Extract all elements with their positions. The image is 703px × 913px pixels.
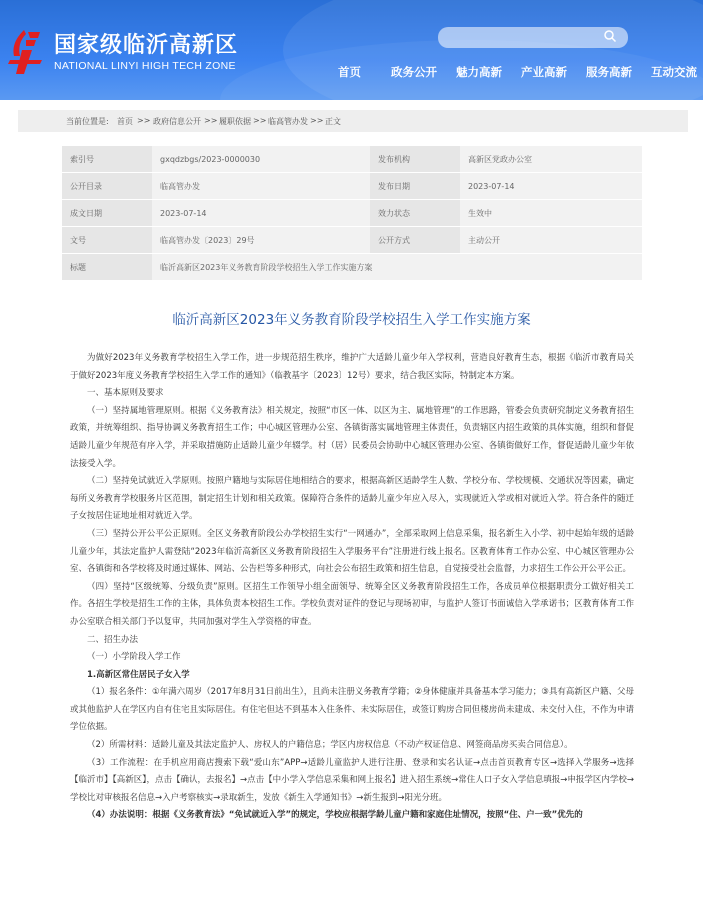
paragraph: （一）坚持属地管理原则。根据《义务教育法》相关规定，按照“市区一体、以区为主、属地管理”的工作思路，管委会负责研究制定义务教育招生政策，并统筹组织、指导协调义务教育招生工作；中心城区管理办公室、各镇街落实属地管理主体责任，负责辖区内招生政策的具体实施，组织和督促适龄儿童少年规范有序入学，并采取措施防止适龄儿童少年辍学。村（居）民委员会协助中心城区管理办公室、各镇街做好工作，督促适龄儿童少年依法接受入学。 xyxy=(70,405,634,469)
table-row xyxy=(62,227,642,254)
document-body xyxy=(70,350,634,825)
paragraph: 一、基本原则及要求 xyxy=(87,388,164,399)
table-row xyxy=(62,200,642,227)
breadcrumb-duty-basis[interactable]: 履职依据 xyxy=(219,117,251,126)
paragraph: 二、招生办法 xyxy=(87,634,139,645)
table-row xyxy=(62,146,642,173)
document-title: 临沂高新区2023年义务教育阶段学校招生入学工作实施方案 xyxy=(172,312,531,328)
site-header xyxy=(0,0,703,100)
meta-key: 公开方式 xyxy=(370,227,460,254)
high-tech-zone-logo[interactable] xyxy=(6,26,46,76)
paragraph: （二）坚持免试就近入学原则。按照户籍地与实际居住地相结合的要求，根据高新区适龄学生人数、学校分布、学校规模、交通状况等因素，确定每所义务教育学校服务片区范围，制定招生计划和相关政策。保障符合条件的适龄儿童少年应入尽入，实现就近入学或相对就近入学。符合条件的随迁子女按居住证地址相对就近入学。 xyxy=(70,476,634,522)
meta-value: 高新区党政办公室 xyxy=(460,146,642,173)
nav-interaction[interactable]: 互动交流 xyxy=(651,65,697,79)
nav-service[interactable]: 服务高新 xyxy=(586,65,632,79)
breadcrumb-current: 正文 xyxy=(325,117,341,126)
paragraph: （4）办法说明：根据《义务教育法》“免试就近入学”的规定，学校应根据学龄儿童户籍和家庭住址情况，按照“住、户一致”优先的 xyxy=(87,810,583,821)
meta-value: gxqdzbgs/2023-0000030 xyxy=(152,146,370,173)
paragraph: 1.高新区常住居民子女入学 xyxy=(87,669,190,680)
table-row xyxy=(62,254,642,281)
paragraph: （2）所需材料：适龄儿童及其法定监护人、房权人的户籍信息；学区内房权信息（不动产权证信息、网签商品房买卖合同信息）。 xyxy=(87,740,573,751)
paragraph: 为做好2023年义务教育学校招生入学工作，进一步规范招生秩序，维护广大适龄儿童少年入学权利，营造良好教育生态，根据《临沂市教育局关于做好2023年度义务教育学校招生入学工作的通知》（临教基字〔2023〕12号）要求，结合我区实际，特制定本方案。 xyxy=(70,353,634,381)
meta-value: 2023-07-14 xyxy=(460,173,642,200)
meta-key: 发布机构 xyxy=(370,146,460,173)
meta-value: 主动公开 xyxy=(460,227,642,254)
site-subtitle: NATIONAL LINYI HIGH TECH ZONE xyxy=(54,60,236,72)
breadcrumb-open-info[interactable]: 政府信息公开 xyxy=(153,117,201,126)
paragraph: （一）小学阶段入学工作 xyxy=(87,652,181,663)
breadcrumb-separator: >> xyxy=(204,116,218,125)
meta-key: 公开目录 xyxy=(62,173,152,200)
breadcrumb-separator: >> xyxy=(310,116,324,125)
meta-key: 标题 xyxy=(62,254,152,281)
paragraph: （四）坚持“区级统筹、分级负责”原则。区招生工作领导小组全面领导、统筹全区义务教育阶段招生工作，各成员单位根据职责分工做好相关工作。各招生学校是招生工作的主体，具体负责本校招生工作。学校负责对证件的登记与现场初审，与监护人签订书面诚信入学承诺书；区教育体育工作办公室联合相关部门予以复审，共同加强对学生入学资格的审查。 xyxy=(70,581,634,627)
nav-home[interactable]: 首页 xyxy=(338,65,361,79)
nav-industry[interactable]: 产业高新 xyxy=(521,65,567,79)
meta-key: 文号 xyxy=(62,227,152,254)
breadcrumb-home[interactable]: 首页 xyxy=(117,117,133,126)
meta-value: 生效中 xyxy=(460,200,642,227)
search-input[interactable] xyxy=(438,27,628,48)
meta-key: 发布日期 xyxy=(370,173,460,200)
meta-value: 临高管办发〔2023〕29号 xyxy=(152,227,370,254)
meta-key: 效力状态 xyxy=(370,200,460,227)
nav-charm[interactable]: 魅力高新 xyxy=(456,65,502,79)
paragraph: （1）报名条件：①年满六周岁（2017年8月31日前出生），且尚未注册义务教育学籍；②身体健康并具备基本学习能力；③具有高新区户籍、父母或其他监护人在学区内自有住宅且实际居住。有住宅但达不到基本入住条件、未实际居住，或签订购房合同但楼房尚未建成、未交付入住，不作为申请学位依据。 xyxy=(70,687,634,733)
meta-value: 临沂高新区2023年义务教育阶段学校招生入学工作实施方案 xyxy=(152,254,642,281)
site-title[interactable]: 国家级临沂高新区 xyxy=(54,33,239,58)
nav-government-affairs[interactable]: 政务公开 xyxy=(391,65,437,79)
breadcrumb xyxy=(18,110,688,132)
table-row xyxy=(62,173,642,200)
document-metadata-table xyxy=(62,146,642,281)
breadcrumb-label: 当前位置是: xyxy=(66,117,109,126)
breadcrumb-separator: >> xyxy=(253,116,267,125)
breadcrumb-separator: >> xyxy=(137,116,151,125)
paragraph: （3）工作流程：在手机应用商店搜索下载“爱山东”APP→适龄儿童监护人进行注册、登录和实名认证→点击首页教育专区→选择入学服务→选择【临沂市】【高新区】，点击【确认，去报名】→点击【中小学入学信息采集和网上报名】进入招生系统→常住人口子女入学信息填报→申报学区内学校→学校比对审核报名信息→入户考察核实→录取新生，发放《新生入学通知书》→新生报到→阳光分班。 xyxy=(70,757,634,803)
meta-key: 索引号 xyxy=(62,146,152,173)
meta-value: 临高管办发 xyxy=(152,173,370,200)
search-icon[interactable] xyxy=(603,29,617,43)
breadcrumb-doc-category[interactable]: 临高管办发 xyxy=(268,117,308,126)
meta-key: 成文日期 xyxy=(62,200,152,227)
paragraph: （三）坚持公开公平公正原则。全区义务教育阶段公办学校招生实行“一网通办”，全部采取网上信息采集，报名新生入小学、初中起始年级的适龄儿童少年，其法定监护人需登陆“2023年临沂高新区义务教育阶段招生入学服务平台”注册进行线上报名。区教育体育工作办公室、中心城区管理办公室、各镇街和各学校将及时通过媒体、网站、公告栏等多种形式，向社会公布招生政策和招生信息，自觉接受社会监督，力求招生工作公开公平公正。 xyxy=(70,528,634,575)
meta-value: 2023-07-14 xyxy=(152,200,370,227)
